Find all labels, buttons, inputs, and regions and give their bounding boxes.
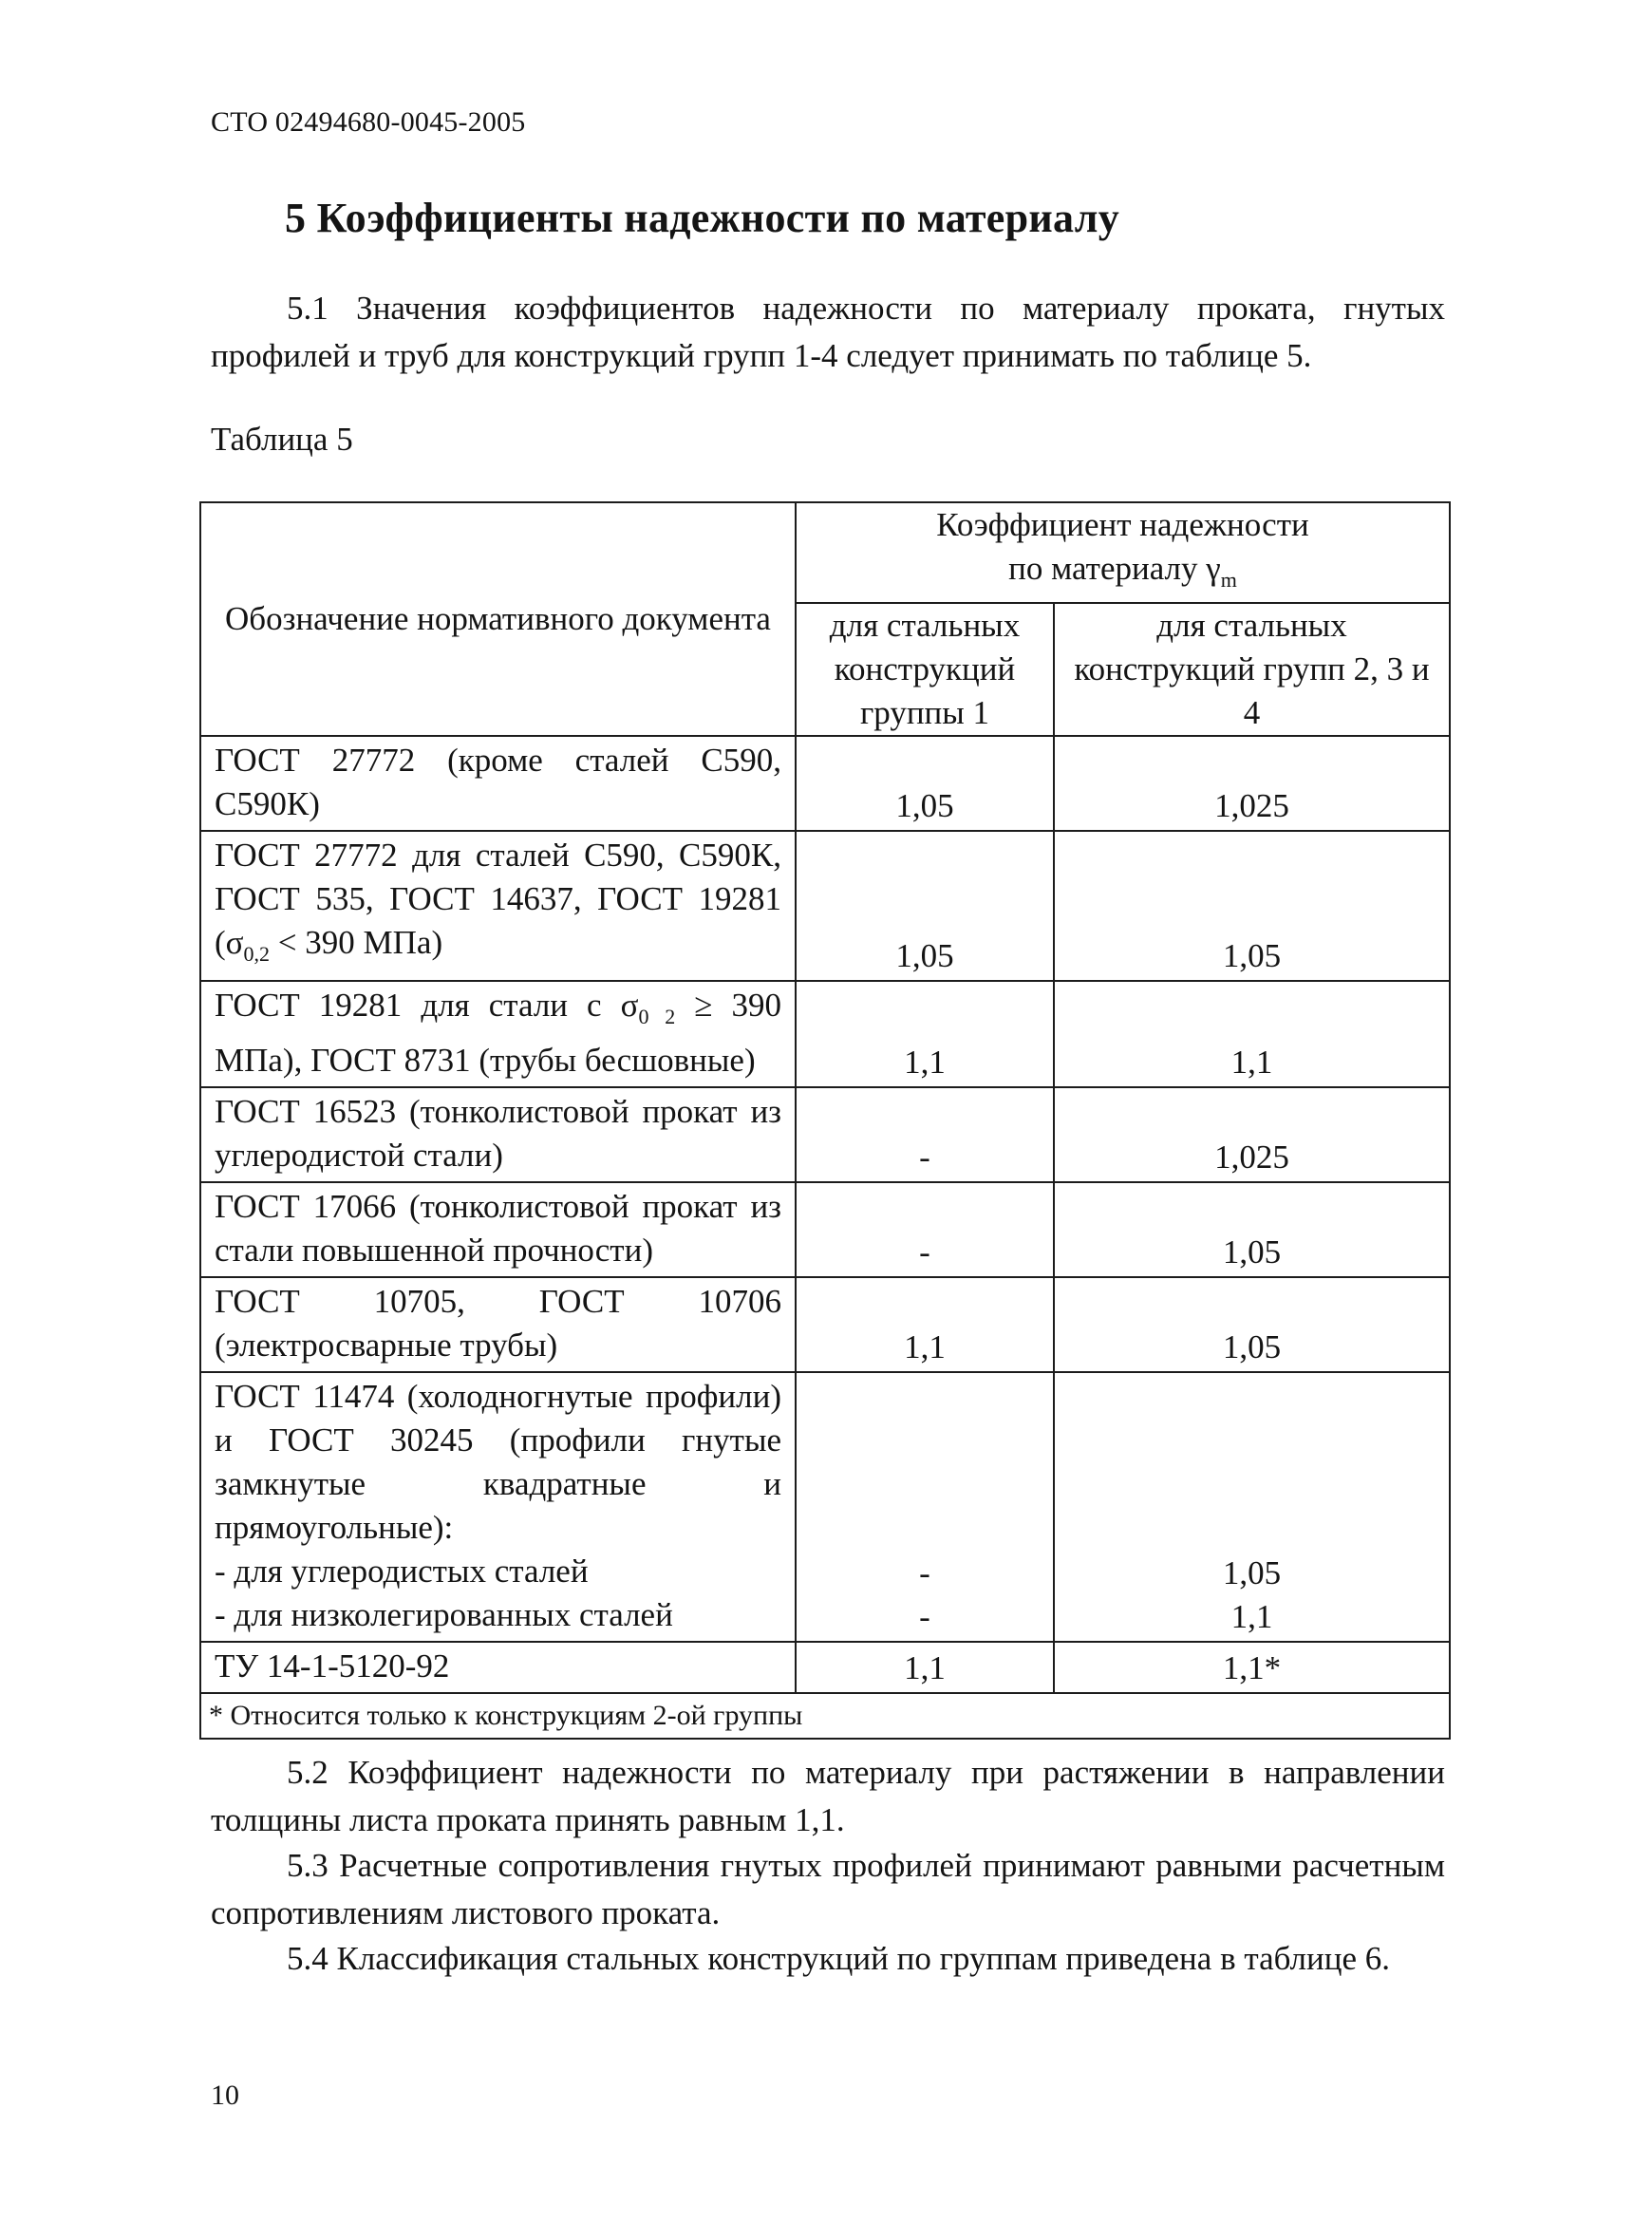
row-doc: ГОСТ 27772 для сталей С590, С590К, ГОСТ 535, ГОСТ 14637, ГОСТ 19281 ($\sigma_{0,2} < 390$ МПа) xyxy=(200,831,796,981)
row-doc: ГОСТ 11474 (холодногнутые профили) и ГОСТ 30245 (профили гнутые замкнутые квадратные и прямоугольные): - для углеродистых сталей - для низколегированных сталей xyxy=(200,1372,796,1642)
row-value-group-2-3-4: 1,025 xyxy=(1054,736,1450,831)
gamma-symbol: γ xyxy=(1206,550,1221,587)
row-doc: ГОСТ 10705, ГОСТ 10706 (электросварные трубы) xyxy=(200,1277,796,1372)
paragraph-5-3: 5.3 Расчетные сопротивления гнутых профилей принимают равными расчетным сопротивлениям листового проката. xyxy=(211,1847,1445,1931)
document-code: СТО 02494680-0045-2005 xyxy=(211,106,526,138)
table-row xyxy=(200,1182,1450,1277)
header-group-1: для стальных конструкций группы 1 xyxy=(796,603,1054,736)
row-value-group-1: 1,1 xyxy=(796,981,1054,1087)
row-doc: ГОСТ 27772 (кроме сталей С590, С590К) xyxy=(200,736,796,831)
table-footnote-row xyxy=(200,1693,1450,1739)
row-subitem-low-alloy: - для низколегированных сталей xyxy=(215,1596,673,1633)
row-doc: ГОСТ 17066 (тонколистовой прокат из стали повышенной прочности) xyxy=(200,1182,796,1277)
row-value-group-1: 1,05 xyxy=(796,736,1054,831)
header-coefficient-group: Коэффициент надежности по материалу $\gamma_m$ xyxy=(796,502,1450,603)
row-value-group-1: - - xyxy=(796,1372,1054,1642)
paragraph-5-2: 5.2 Коэффициент надежности по материалу при растяжении в направлении толщины листа проката принять равным 1,1. xyxy=(211,1754,1445,1838)
row-value-group-2-3-4: 1,05 xyxy=(1054,1277,1450,1372)
page-number: 10 xyxy=(211,2080,239,2111)
table-row xyxy=(200,831,1450,981)
table-row xyxy=(200,1372,1450,1642)
header-group-2-3-4: для стальных конструкций групп 2, 3 и 4 xyxy=(1054,603,1450,736)
reliability-coefficient-table xyxy=(199,501,1451,1740)
row-value-group-1: 1,1 xyxy=(796,1642,1054,1693)
row-value-group-1: - xyxy=(796,1182,1054,1277)
row-value-group-2-3-4: 1,05 xyxy=(1054,1182,1450,1277)
row-value-group-1: - xyxy=(796,1087,1054,1182)
row-doc: ТУ 14-1-5120-92 xyxy=(200,1642,796,1693)
row-value-group-1: 1,05 xyxy=(796,831,1054,981)
paragraph-5-4: 5.4 Классификация стальных конструкций по группам приведена в таблице 6. xyxy=(287,1940,1391,1977)
header-doc-column: Обозначение нормативного документа xyxy=(200,502,796,736)
row-value-group-1: 1,1 xyxy=(796,1277,1054,1372)
table-row xyxy=(200,1277,1450,1372)
row-value-group-2-3-4: 1,1 xyxy=(1054,981,1450,1087)
table-footnote: * Относится только к конструкциям 2-ой группы xyxy=(200,1693,1450,1739)
table-row xyxy=(200,981,1450,1087)
row-doc: ГОСТ 19281 для стали с $\sigma_{0 2} \ge 390$ МПа), ГОСТ 8731 (трубы бесшовные) xyxy=(200,981,796,1087)
table-row xyxy=(200,736,1450,831)
table-row xyxy=(200,1642,1450,1693)
row-doc: ГОСТ 16523 (тонколистовой прокат из углеродистой стали) xyxy=(200,1087,796,1182)
row-value-group-2-3-4: 1,1* xyxy=(1054,1642,1450,1693)
table-caption: Таблица 5 xyxy=(211,421,353,458)
header-row-1 xyxy=(200,502,1450,603)
table-row xyxy=(200,1087,1450,1182)
row-value-group-2-3-4: 1,05 1,1 xyxy=(1054,1372,1450,1642)
paragraph-5-1: 5.1 Значения коэффициентов надежности по материалу проката, гнутых профилей и труб для конструкций групп 1-4 следует принимать по таблице 5. xyxy=(211,290,1445,374)
section-title: 5 Коэффициенты надежности по материалу xyxy=(285,195,1120,241)
row-value-group-2-3-4: 1,05 xyxy=(1054,831,1450,981)
row-value-group-2-3-4: 1,025 xyxy=(1054,1087,1450,1182)
row-subitem-carbon: - для углеродистых сталей xyxy=(215,1553,589,1590)
